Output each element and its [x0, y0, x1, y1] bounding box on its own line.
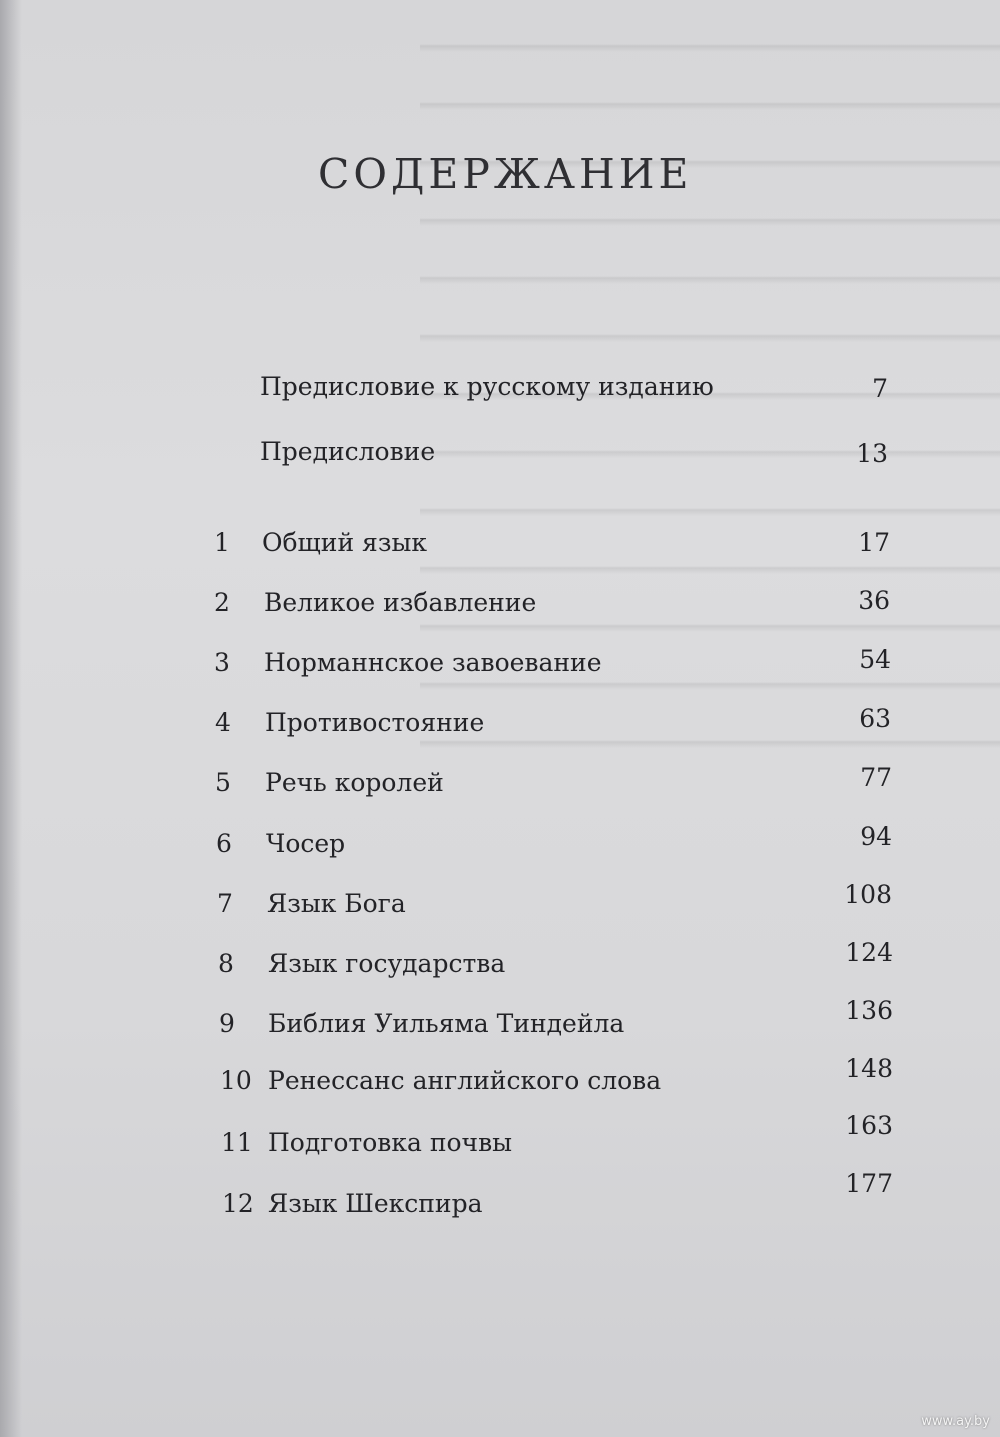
- toc-entry-label: Предисловие к русскому изданию: [260, 372, 714, 401]
- toc-entry-label: Язык государства: [268, 949, 506, 978]
- toc-entry-page: 136: [845, 996, 893, 1025]
- toc-entry-page: 7: [872, 374, 888, 403]
- toc-entry-page: 94: [860, 822, 892, 851]
- chapter-number: 1: [214, 528, 230, 557]
- toc-entry-page: 177: [845, 1169, 893, 1198]
- toc-entry-label: Библия Уильяма Тиндейла: [268, 1009, 625, 1038]
- toc-entry-page: 148: [845, 1054, 893, 1083]
- watermark: www.ay.by: [921, 1414, 990, 1429]
- toc-entry-page: 108: [844, 880, 892, 909]
- toc-entry-label: Чосер: [266, 829, 346, 858]
- chapter-number: 7: [217, 889, 233, 918]
- spine-shadow: [0, 0, 22, 1437]
- chapter-number: 5: [215, 768, 231, 797]
- chapter-number: 4: [215, 708, 231, 737]
- toc-entry-page: 13: [856, 439, 888, 468]
- chapter-number: 8: [218, 949, 234, 978]
- toc-entry-page: 54: [859, 645, 891, 674]
- toc-entry-label: Великое избавление: [264, 588, 537, 617]
- chapter-number: 12: [222, 1189, 254, 1218]
- toc-entry-label: Общий язык: [262, 528, 427, 557]
- toc-entry-label: Норманнское завоевание: [264, 648, 602, 677]
- toc-entry-label: Предисловие: [260, 437, 436, 466]
- toc-entry-page: 77: [860, 763, 892, 792]
- toc-entry-label: Язык Шекспира: [268, 1189, 483, 1218]
- chapter-number: 2: [214, 588, 230, 617]
- chapter-number: 11: [221, 1128, 253, 1157]
- toc-entry-label: Подготовка почвы: [268, 1128, 513, 1157]
- chapter-number: 9: [219, 1009, 235, 1038]
- toc-entry-label: Речь королей: [265, 768, 444, 797]
- toc-entry-label: Ренессанс английского слова: [268, 1066, 662, 1095]
- toc-entry-label: Язык Бога: [267, 889, 406, 918]
- toc-entry-page: 36: [858, 586, 890, 615]
- chapter-number: 10: [220, 1066, 252, 1095]
- chapter-number: 6: [216, 829, 232, 858]
- toc-entry-label: Противостояние: [265, 708, 485, 737]
- toc-entry-page: 63: [859, 704, 891, 733]
- toc-entry-page: 163: [845, 1111, 893, 1140]
- toc-entry-page: 17: [858, 528, 890, 557]
- chapter-number: 3: [214, 648, 230, 677]
- page-title: СОДЕРЖАНИЕ: [318, 150, 693, 198]
- toc-entry-page: 124: [845, 938, 893, 967]
